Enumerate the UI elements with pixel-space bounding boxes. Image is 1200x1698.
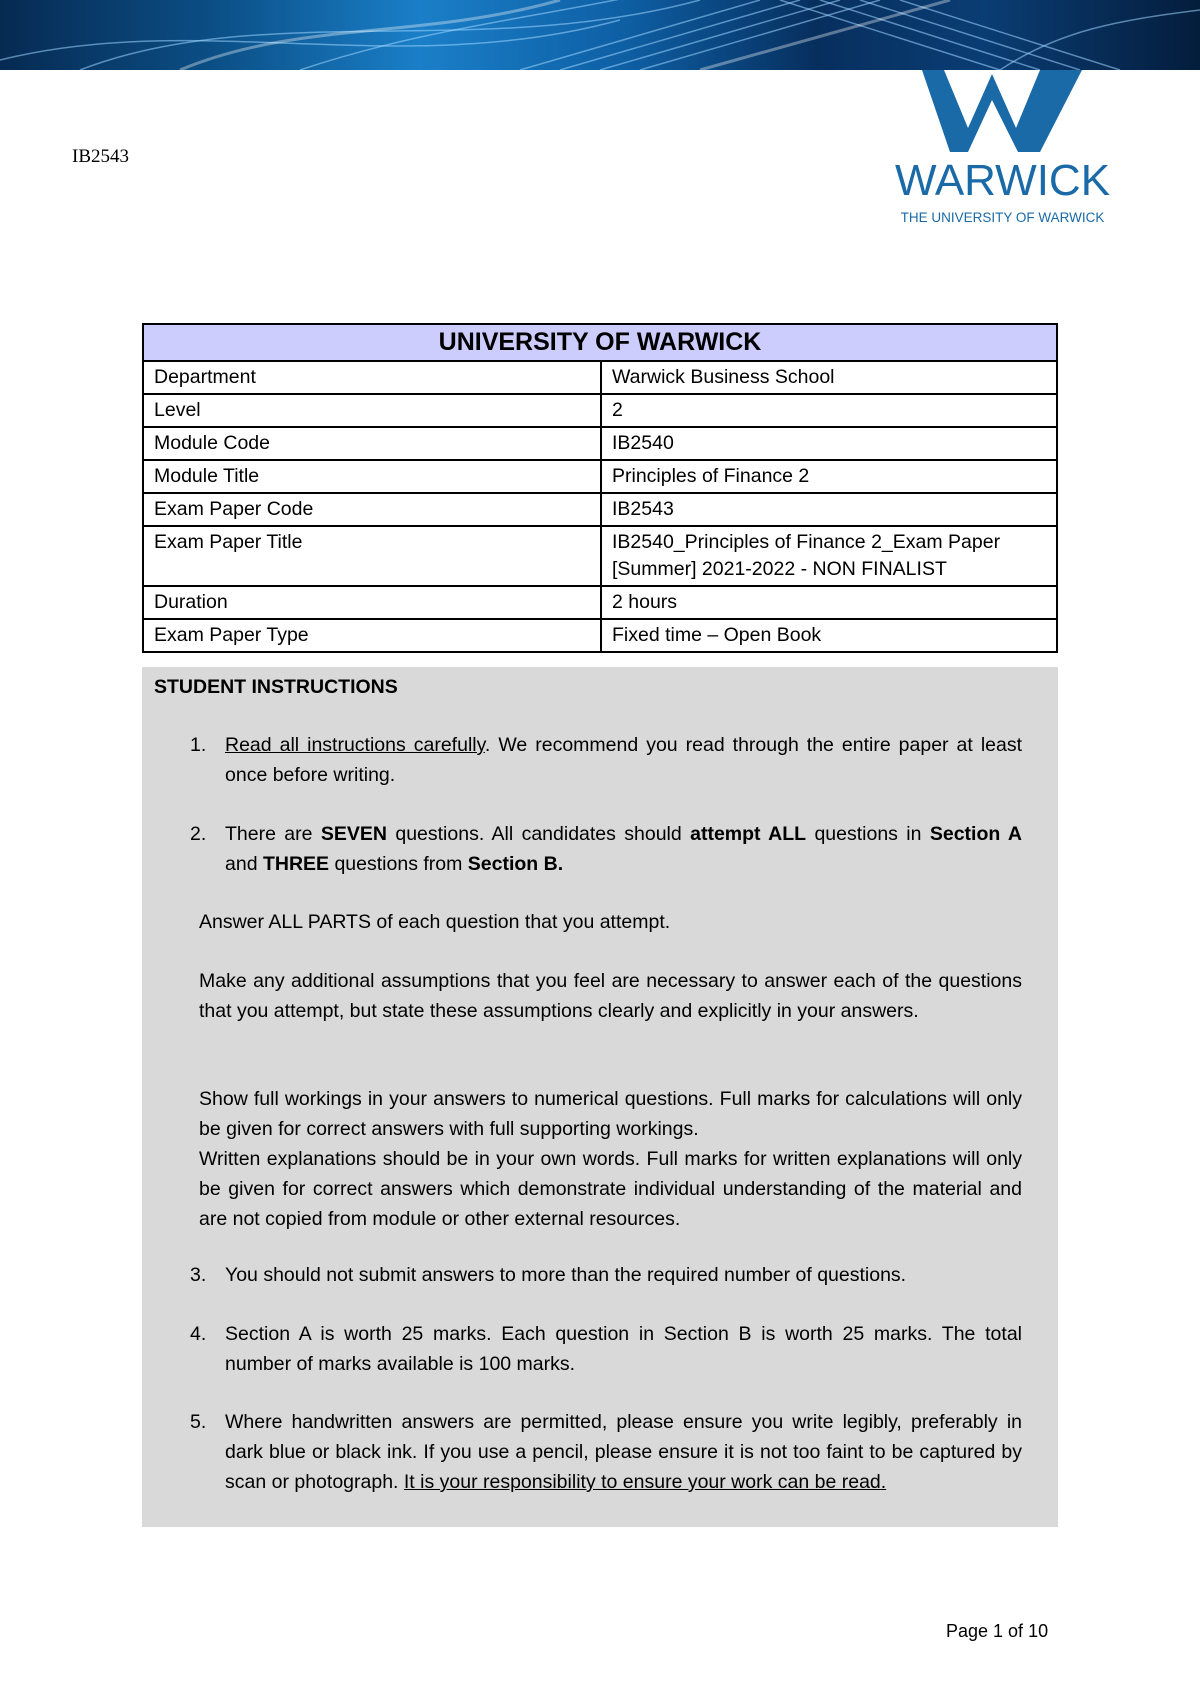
table-row: [143, 394, 1057, 427]
instruction-item-2: [225, 819, 1022, 879]
table-row: [143, 493, 1057, 526]
item-number: 1.: [190, 734, 207, 756]
table-row: [143, 526, 1057, 586]
assumptions-paragraph: Make any additional assumptions that you feel are necessary to answer each of the questions that you attempt, but state these assumptions clearly and explicitly in your answers.: [199, 970, 1022, 1022]
item2-bold: Section B.: [467, 853, 564, 875]
item2-bold: SEVEN: [320, 823, 387, 845]
exam-info-table: [142, 323, 1058, 653]
workings-paragraph: Show full workings in your answers to numerical questions. Full marks for calculations will only be given for correct answers with full supporting workings.: [199, 1088, 1022, 1140]
item-number: 5.: [190, 1411, 207, 1433]
instruction-item-1: [225, 730, 1022, 790]
row-value-module-code: IB2540: [601, 427, 1057, 460]
student-instructions-box: [142, 667, 1058, 1527]
table-row: [143, 460, 1057, 493]
instructions-title: STUDENT INSTRUCTIONS: [154, 676, 398, 698]
header-exam-code: IB2543: [72, 146, 129, 167]
row-label-exam-paper-title: Exam Paper Title: [143, 526, 601, 586]
row-value-duration: 2 hours: [601, 586, 1057, 619]
row-label-level: Level: [143, 394, 601, 427]
item-number: 4.: [190, 1323, 207, 1345]
answer-all-parts-paragraph: Answer ALL PARTS of each question that you attempt.: [199, 911, 671, 933]
row-label-module-code: Module Code: [143, 427, 601, 460]
warwick-w-logo-icon: [922, 70, 1082, 152]
instruction-item-5: [225, 1407, 1022, 1497]
item2-text: questions from: [329, 853, 468, 875]
banner-light-streaks-graphic: [0, 0, 1200, 70]
logo-subtitle: THE UNIVERSITY OF WARWICK: [900, 210, 1105, 225]
page-number: Page 1 of 10: [946, 1621, 1049, 1641]
item2-text: There are: [225, 823, 321, 845]
row-value-department: Warwick Business School: [601, 361, 1057, 394]
item-number: 2.: [190, 823, 207, 845]
item2-bold: Section A: [929, 823, 1023, 845]
table-row: [143, 586, 1057, 619]
instruction-item-4: Section A is worth 25 marks. Each question in Section B is worth 25 marks. The total number of marks available is 100 marks.: [225, 1323, 1022, 1375]
item2-text: and: [225, 853, 263, 875]
header-banner: [0, 0, 1200, 70]
table-title: UNIVERSITY OF WARWICK: [143, 324, 1057, 361]
item2-bold: attempt ALL: [690, 823, 807, 845]
row-value-exam-paper-title: [601, 526, 1057, 586]
written-explanations-paragraph: Written explanations should be in your own words. Full marks for written explanations will only be given for correct answers which demonstrate individual understanding of the material and are not copied from module or other external resources.: [199, 1148, 1022, 1230]
item2-text: questions in: [806, 823, 930, 845]
row-label-module-title: Module Title: [143, 460, 601, 493]
row-label-exam-paper-type: Exam Paper Type: [143, 619, 601, 652]
row-value-exam-paper-code: IB2543: [601, 493, 1057, 526]
item-number: 3.: [190, 1264, 207, 1286]
item5-text: Where handwritten answers are permitted, please ensure you write legibly, preferably in dark blue or black ink. If you use a pencil, please ensure it is not too faint to be captured by scan or photograph.: [225, 1411, 1022, 1493]
item2-text: questions. All candidates should: [386, 823, 691, 845]
logo-wordmark: WARWICK: [894, 156, 1111, 205]
row-value-module-title: Principles of Finance 2: [601, 460, 1057, 493]
responsibility-text: It is your responsibility to ensure your work can be read.: [403, 1471, 887, 1493]
table-row: [143, 361, 1057, 394]
read-carefully-text: Read all instructions carefully: [225, 734, 485, 756]
row-label-exam-paper-code: Exam Paper Code: [143, 493, 601, 526]
item2-bold: THREE: [262, 853, 330, 875]
exam-paper-title-line2: [Summer] 2021-2022 - NON FINALIST: [612, 558, 947, 580]
warwick-logo: [880, 70, 1125, 230]
row-value-level: 2: [601, 394, 1057, 427]
table-header-row: [143, 324, 1057, 361]
item1-rest-text: . We recommend you read through the entire paper at least once before writing.: [225, 734, 1023, 786]
row-label-department: Department: [143, 361, 601, 394]
instruction-item-3: You should not submit answers to more than the required number of questions.: [225, 1264, 907, 1286]
table-row: [143, 427, 1057, 460]
table-row: [143, 619, 1057, 652]
exam-paper-title-line1: IB2540_Principles of Finance 2_Exam Paper: [612, 531, 1001, 553]
row-label-duration: Duration: [143, 586, 601, 619]
row-value-exam-paper-type: Fixed time – Open Book: [601, 619, 1057, 652]
